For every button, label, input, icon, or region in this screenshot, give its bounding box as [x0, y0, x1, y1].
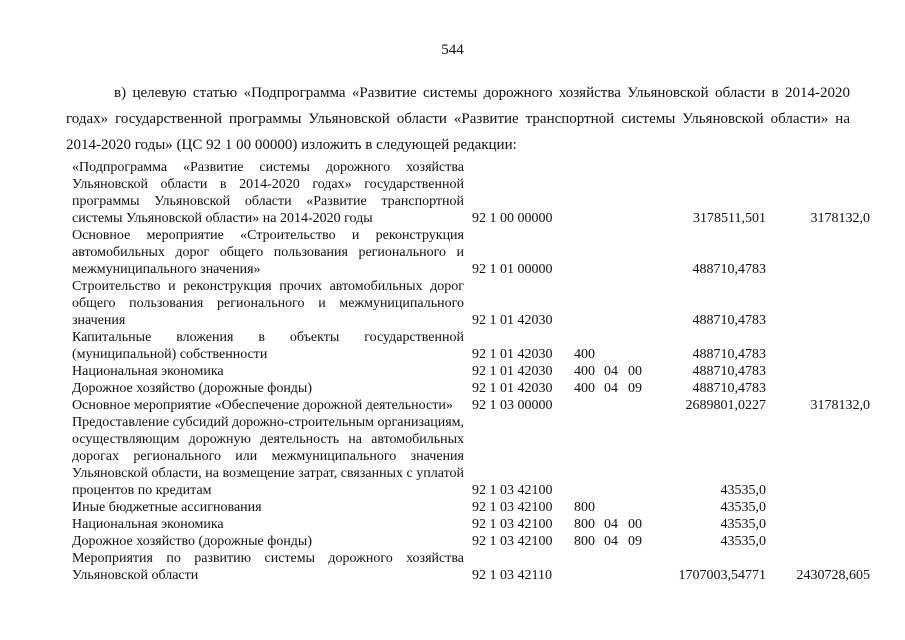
row-target-code: 92 1 01 00000: [472, 262, 553, 277]
row-section: [604, 159, 628, 227]
row-value-2019: 43535,0: [720, 483, 766, 498]
row-target-code: 92 1 01 42030: [472, 381, 553, 396]
row-name: Иные бюджетные ассигнования: [72, 500, 262, 515]
row-target-code: 92 1 03 42110: [472, 568, 552, 583]
row-subsection: [628, 499, 656, 516]
row-section: [604, 550, 628, 584]
row-value-2020: [766, 278, 870, 329]
row-value-2019: 43535,0: [720, 500, 766, 515]
budget-table-body: [72, 159, 870, 584]
row-value-2020: 3178132,0: [810, 398, 870, 413]
row-value-2020: 2430728,605: [796, 568, 870, 583]
row-value-2020: [766, 533, 870, 550]
table-row: [72, 550, 870, 584]
row-name: «Подпрограмма «Развитие системы дорожного хозяйства Ульяновской области в 2014-2020 годах» государственной программы Ульяновской области «Развитие транспортной системы Ульяновской области» на 2014-2020 годы: [72, 160, 464, 226]
row-value-2019: 488710,4783: [692, 262, 766, 277]
row-subsection: [628, 550, 656, 584]
table-row: [72, 516, 870, 533]
row-subsection: [628, 329, 656, 363]
row-expense-type: [574, 227, 604, 278]
row-expense-type: 400: [574, 364, 595, 379]
row-expense-type: 400: [574, 381, 595, 396]
row-expense-type: 800: [574, 534, 595, 549]
row-value-2019: 3178511,501: [693, 211, 766, 226]
row-subsection: [628, 159, 656, 227]
row-target-code: 92 1 01 42030: [472, 347, 553, 362]
row-value-2019: 488710,4783: [692, 364, 766, 379]
row-target-code: 92 1 00 00000: [472, 211, 553, 226]
table-row: [72, 414, 870, 499]
table-row: [72, 397, 870, 414]
row-target-code: 92 1 01 42030: [472, 313, 553, 328]
row-value-2020: [766, 414, 870, 499]
row-subsection: [628, 414, 656, 499]
row-value-2020: [766, 329, 870, 363]
table-row: [72, 533, 870, 550]
row-expense-type: 400: [574, 347, 595, 362]
row-section: 04: [604, 517, 618, 532]
row-name: Капитальные вложения в объекты государственной (муниципальной) собственности: [72, 330, 464, 362]
row-expense-type: [574, 397, 604, 414]
table-row: [72, 227, 870, 278]
row-subsection: 00: [628, 364, 642, 379]
row-target-code: 92 1 03 42100: [472, 483, 553, 498]
row-section: [604, 278, 628, 329]
row-name: Дорожное хозяйство (дорожные фонды): [72, 534, 313, 549]
row-expense-type: [574, 278, 604, 329]
row-value-2020: [766, 516, 870, 533]
table-row: [72, 329, 870, 363]
row-expense-type: 800: [574, 517, 595, 532]
row-value-2020: [766, 227, 870, 278]
row-value-2019: 1707003,54771: [678, 568, 766, 583]
table-row: [72, 499, 870, 516]
row-name: Предоставление субсидий дорожно-строительным организациям, осуществляющим дорожную деятельность на автомобильных дорогах регионального или межмуниципального значения Ульяновской области, на возмещение затрат, связанных с уплатой процентов по кредитам: [72, 415, 464, 498]
row-subsection: [628, 278, 656, 329]
row-target-code: 92 1 01 42030: [472, 364, 553, 379]
row-name: Национальная экономика: [72, 517, 224, 532]
row-section: 04: [604, 381, 618, 396]
row-value-2019: 488710,4783: [692, 347, 766, 362]
row-subsection: 00: [628, 517, 642, 532]
table-row: [72, 159, 870, 227]
table-row: [72, 363, 870, 380]
row-expense-type: [574, 550, 604, 584]
row-value-2019: 43535,0: [720, 517, 766, 532]
row-target-code: 92 1 03 00000: [472, 398, 553, 413]
row-subsection: [628, 227, 656, 278]
row-value-2020: [766, 499, 870, 516]
row-name: Дорожное хозяйство (дорожные фонды): [72, 381, 313, 396]
row-section: [604, 227, 628, 278]
row-name: Основное мероприятие «Обеспечение дорожной деятельности»: [72, 398, 453, 413]
row-subsection: [628, 397, 656, 414]
row-value-2019: 488710,4783: [692, 313, 766, 328]
row-section: [604, 397, 628, 414]
row-name: Мероприятия по развитию системы дорожного хозяйства Ульяновской области: [72, 551, 464, 583]
row-subsection: 09: [628, 381, 642, 396]
row-name: Основное мероприятие «Строительство и реконструкция автомобильных дорог общего пользования регионального и межмуниципального значения»: [72, 228, 464, 277]
row-value-2019: 43535,0: [720, 534, 766, 549]
intro-paragraph: в) целевую статью «Подпрограмма «Развитие системы дорожного хозяйства Ульяновской области в 2014-2020 годах» государственной программы Ульяновской области «Развитие транспортной системы Ульяновской области» на 2014-2020 годы» (ЦС 92 1 00 00000) изложить в следующей редакции:: [66, 85, 850, 153]
row-target-code: 92 1 03 42100: [472, 517, 553, 532]
row-expense-type: [574, 159, 604, 227]
row-target-code: 92 1 03 42100: [472, 534, 553, 549]
row-expense-type: [574, 414, 604, 499]
row-section: 04: [604, 534, 618, 549]
row-name: Строительство и реконструкция прочих автомобильных дорог общего пользования регионального и межмуниципального значения: [72, 279, 464, 328]
row-expense-type: 800: [574, 500, 595, 515]
row-value-2020: [766, 363, 870, 380]
row-value-2020: 3178132,0: [810, 211, 870, 226]
row-section: 04: [604, 364, 618, 379]
page-number: 544: [441, 42, 464, 58]
row-target-code: 92 1 03 42100: [472, 500, 553, 515]
row-subsection: 09: [628, 534, 642, 549]
table-row: [72, 380, 870, 397]
row-value-2019: 488710,4783: [692, 381, 766, 396]
row-section: [604, 329, 628, 363]
row-value-2019: 2689801,0227: [685, 398, 766, 413]
budget-table: [72, 159, 870, 584]
row-section: [604, 499, 628, 516]
table-row: [72, 278, 870, 329]
row-name: Национальная экономика: [72, 364, 224, 379]
row-value-2020: [766, 380, 870, 397]
row-section: [604, 414, 628, 499]
